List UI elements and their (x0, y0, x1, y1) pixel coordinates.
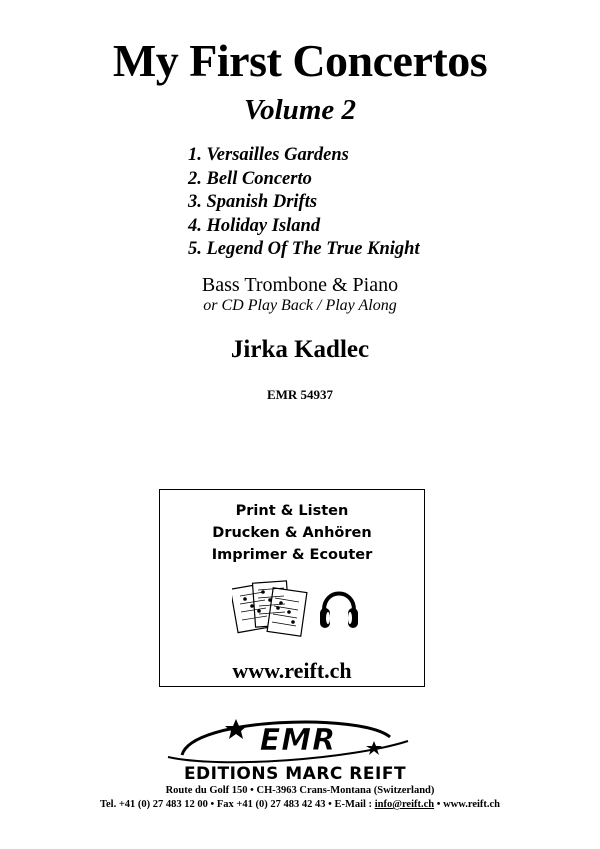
track-item: 5. Legend Of The True Knight (188, 239, 420, 259)
promo-url[interactable]: www.reift.ch (232, 658, 352, 683)
emr-logo (162, 713, 438, 783)
publisher-address: Route du Golf 150 • CH-3963 Crans-Montana (Switzerland) (165, 785, 435, 796)
fax-number: Fax +41 (0) 27 483 42 43 (216, 799, 326, 810)
headphones-icon (318, 580, 360, 636)
sheet-music-icon (232, 578, 312, 640)
volume-subtitle: Volume 2 (244, 94, 356, 126)
email-link[interactable]: info@reift.ch (374, 799, 435, 810)
track-item: 2. Bell Concerto (188, 168, 312, 189)
website-link[interactable]: www.reift.ch (443, 799, 501, 810)
composer-name: Jirka Kadlec (230, 336, 370, 363)
logo-name: EDITIONS MARC REIFT (183, 764, 407, 783)
instrumentation: Bass Trombone & Piano (201, 274, 399, 296)
promo-box (159, 489, 425, 687)
promo-line-fr: Imprimer & Ecouter (211, 547, 373, 563)
email-label: E-Mail : (334, 799, 373, 810)
track-item: 4. Holiday Island (188, 215, 321, 236)
phone-number: Tel. +41 (0) 27 483 12 00 (99, 799, 208, 810)
promo-line-de: Drucken & Anhören (212, 525, 372, 541)
promo-line-en: Print & Listen (235, 503, 349, 519)
publisher-contact: Tel. +41 (0) 27 483 12 00 • Fax +41 (0) 27 483 42 43 • E-Mail : info@reift.ch • www.reift.ch (99, 799, 501, 810)
track-list (188, 144, 420, 262)
catalog-number: EMR 54937 (266, 387, 334, 402)
track-item: 1. Versailles Gardens (188, 145, 349, 165)
instrumentation-sub: or CD Play Back / Play Along (203, 297, 397, 314)
logo-mark: EMR (259, 723, 337, 758)
page-title: My First Concertos (112, 35, 488, 86)
track-item: 3. Spanish Drifts (188, 192, 318, 212)
